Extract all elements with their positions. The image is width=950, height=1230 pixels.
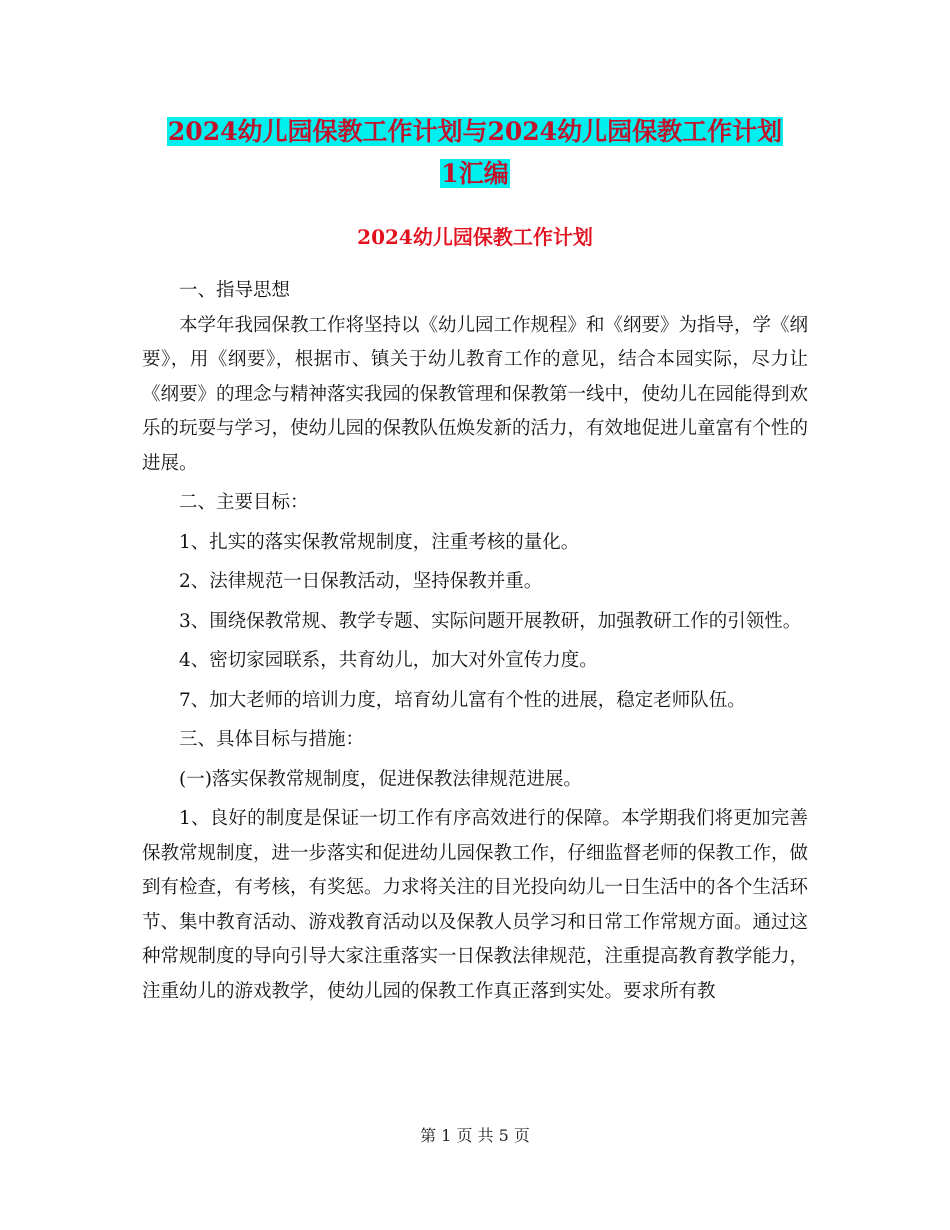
goal-item-3: 3、围绕保教常规、教学专题、实际问题开展教研，加强教研工作的引领性。 [179,610,802,632]
page-footer: 第 1 页 共 5 页 [420,1126,530,1145]
goal-item-2: 2、法律规范一日保教活动，坚持保教并重。 [179,571,543,592]
document-title-line-2: 1汇编 [441,159,509,188]
heading-specific-measures: 三、具体目标与措施： [179,729,365,750]
heading-guiding-ideology: 一、指导思想 [179,280,291,301]
section-title: 2024幼儿园保教工作计划 [357,225,593,249]
document-title-line-1: 2024幼儿园保教工作计划与2024幼儿园保教工作计划 [167,117,783,146]
subheading-routine-system: (一)落实保教常规制度，促进保教法律规范进展。 [179,768,582,790]
goal-item-7: 7、加大老师的培训力度，培育幼儿富有个性的进展，稳定老师队伍。 [179,689,746,711]
paragraph-routine-system: 1、良好的制度是保证一切工作有序高效进行的保障。本学期我们将更加完善保教常规制度，进一步落实和促进幼儿园保教工作，仔细监督老师的保教工作，做到有检查，有考核，有奖惩。力求将关注的目光投向幼儿一日生活中的各个生活环节、集中教育活动、游戏教育活动以及保教人员学习和日常工作常规方面。通过这种常规制度的导向引导大家注重落实一日保教法律规范，注重提高教育教学能力，注重幼儿的游戏教学，使幼儿园的保教工作真正落到实处。要求所有教 [142,808,809,1002]
paragraph-guiding-ideology: 本学年我园保教工作将坚持以《幼儿园工作规程》和《纲要》为指导，学《纲要》，用《纲要》，根据市、镇关于幼儿教育工作的意见，结合本园实际，尽力让《纲要》的理念与精神落实我园的保教管理和保教第一线中，使幼儿在园能得到欢乐的玩耍与学习，使幼儿园的保教队伍焕发新的活力，有效地促进儿童富有个性的进展。 [142,314,809,474]
goal-item-4: 4、密切家园联系，共育幼儿，加大对外宣传力度。 [179,650,598,671]
goal-item-1: 1、扎实的落实保教常规制度，注重考核的量化。 [179,531,580,553]
document-body [142,274,808,1009]
heading-main-goals: 二、主要目标： [179,492,309,513]
